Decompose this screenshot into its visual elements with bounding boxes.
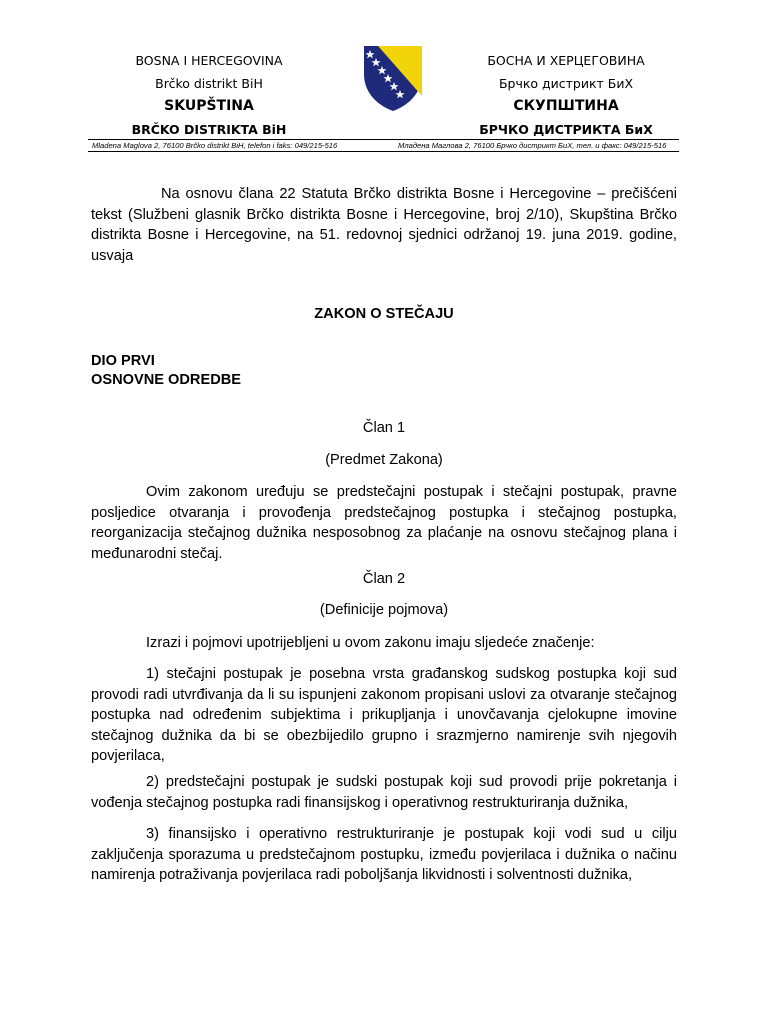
address-latin: Mladena Maglova 2, 76100 Brčko distrikt BiH, telefon i faks: 049/215-516: [92, 141, 338, 150]
preamble-block: [91, 184, 677, 266]
assembly-title-cyrillic: СКУПШТИНА: [513, 98, 619, 114]
address-cyrillic: Младена Маглова 2, 76100 Брчко дистрикт БиХ, тел. и факс: 049/215-516: [398, 141, 667, 150]
header-divider-bottom: [88, 151, 679, 152]
article-1-subtitle: (Predmet Zakona): [325, 452, 443, 468]
article-1-body: [91, 482, 677, 564]
assembly-of-latin: BRČKO DISTRIKTA BiH: [131, 122, 287, 137]
article-2-heading: Član 2: [362, 571, 406, 587]
article-2-item-2-block: [91, 772, 677, 813]
law-title: ZAKON O STEČAJU: [314, 306, 454, 322]
district-name-latin: Brčko distrikt BiH: [155, 76, 263, 91]
country-name-latin: BOSNA I HERCEGOVINA: [135, 53, 283, 68]
article-2-intro-block: [91, 633, 677, 654]
article-2-item-1-block: [91, 664, 677, 767]
article-1-text: Ovim zakonom uređuju se predstečajni postupak i stečajni postupak, pravne posljedice otvaranja i provođenja predstečajnog postupka i stečajnog postupka, reorganizacija stečajnog dužnika nesposobnog za plaćanje na osnovu stečajnog plana i međunarodni stečaj.: [91, 484, 677, 562]
part-name: OSNOVNE ODREDBE: [91, 372, 242, 388]
article-2-item-3-block: [91, 824, 677, 886]
assembly-of-cyrillic: БРЧКО ДИСТРИКТА БиХ: [479, 122, 653, 137]
header-right: [446, 49, 686, 141]
definition-item: 3) finansijsko i operativno restrukturiranje je postupak koji vodi sud u cilju zaključenja sporazuma u predstečajnom postupku, između povjerilaca i dužnika o načinu namirenja potraživanja povjerilaca radi poboljšanja likvidnosti i solventnosti dužnika,: [91, 826, 677, 884]
part-number: DIO PRVI: [91, 353, 155, 369]
definition-item: 1) stečajni postupak je posebna vrsta građanskog sudskog postupka koji sud provodi radi utvrđivanja da li su ispunjeni zakonom propisani uslovi za otvaranje stečajnog postupka nad određenim subjektima i prikupljanja i unovčavanja cjelokupne imovine stečajnog dužnika da bi se obezbijedilo grupno i srazmjerno namirenje svih njegovih povjerilaca,: [91, 666, 677, 765]
article-2-subtitle: (Definicije pojmova): [319, 602, 449, 618]
article-1-heading: Član 1: [362, 420, 406, 436]
article-2-intro: Izrazi i pojmovi upotrijebljeni u ovom zakonu imaju sljedeće značenje:: [146, 635, 595, 651]
preamble: Na osnovu člana 22 Statuta Brčko distrikta Bosne i Hercegovine – prečišćeni tekst (Službeni glasnik Brčko distrikta Bosne i Hercegovine, broj 2/10), Skupština Brčko distrikta Bosne i Hercegovine, na 51. redovnoj sjednici održanoj 19. juna 2019. godine, usvaja: [91, 186, 677, 264]
district-name-cyrillic: Брчко дистрикт БиХ: [498, 76, 634, 91]
part-heading: [91, 352, 241, 390]
assembly-title-latin: SKUPŠTINA: [164, 98, 254, 114]
definition-item: 2) predstečajni postupak je sudski postupak koji sud provodi prije pokretanja i vođenja stečajnog postupka radi finansijskog i operativnog restrukturiranja dužnika,: [91, 774, 677, 811]
coat-of-arms-icon: [362, 44, 424, 112]
country-name-cyrillic: БОСНА И ХЕРЦЕГОВИНА: [487, 53, 645, 68]
header-left: [89, 49, 329, 141]
